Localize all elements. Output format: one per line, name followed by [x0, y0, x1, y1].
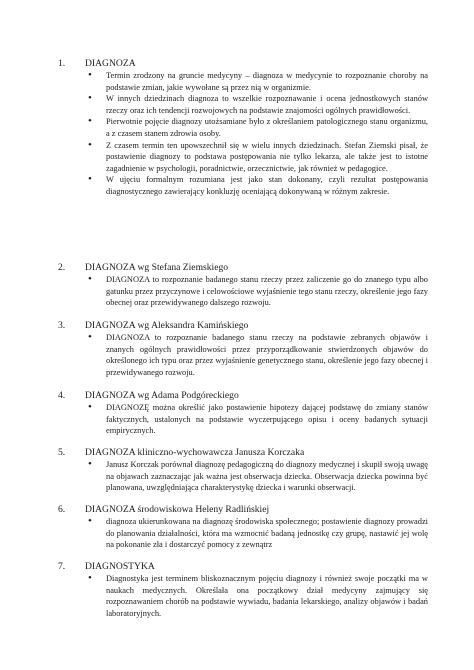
section-7	[58, 561, 428, 619]
bullet-item: • Z czasem termin ten upowszechnił się w wielu innych dziedzinach. Stefan Ziemski pisał, że postawienie diagnozy to podstawa postępowania nie tylko lekarza, ale także jest to istotne zagadnienie w psychologii, poradnictwie, orzecznictwie, jak również w pedagogice.	[85, 140, 428, 175]
bullet-list	[58, 70, 428, 198]
section-title: DIAGNOZA wg Adama Podgóreckiego	[85, 390, 239, 401]
section-heading	[58, 504, 428, 516]
bullet-list	[58, 459, 428, 494]
bullet-item: • W ujęciu formalnym rozumiana jest jako stan dokonany, czyli rezultat postępowania diagnostycznego zawierający konkluzję oceniającą dokonywaną w różnym zakresie.	[85, 174, 428, 197]
bullet-item: • W innych dziedzinach diagnoza to wszelkie rozpoznawanie i ocena jednostkowych stanów rzeczy oraz ich tendencji rozwojowych na podstawie znajomości ogólnych prawidłowości.	[85, 93, 428, 116]
section-heading	[58, 390, 428, 402]
bullet-list	[58, 402, 428, 437]
section-title: DIAGNOZA środowiskowa Heleny Radlińskiej	[85, 504, 270, 515]
bullet-item: • DIAGNOZA to rozpoznanie badanego stanu rzeczy przez zaliczenie go do znanego typu albo gatunku przez przyczynowe i celowościowe wyjaśnienie tego stanu rzeczy, określenie jego fazy obecnej oraz przewidywanego dalszego rozwoju.	[85, 274, 428, 309]
section-number: 3.	[58, 320, 66, 331]
bullet-list	[58, 573, 428, 619]
section-number: 7.	[58, 561, 66, 572]
bullet-item: • DIAGNOZĘ można określić jako postawienie hipotezy dającej podstawę do zmiany stanów faktycznych, ustalonych na podstawie wyczerpującego opisu i oceny badanych sytuacji empirycznych.	[85, 402, 428, 437]
section-5	[58, 447, 428, 494]
section-title: DIAGNOZA wg Stefana Ziemskiego	[85, 262, 229, 273]
section-number: 6.	[58, 504, 66, 515]
section-2	[58, 262, 428, 309]
section-heading	[58, 58, 428, 70]
section-title: DIAGNOSTYKA	[85, 561, 155, 572]
bullet-item: • Diagnostyka jest terminem bliskoznacznym pojęciu diagnozy i również swoje początki ma w naukach medycznych. Określała ona początkowy dział medycyny zajmujący się rozpoznawaniem chorób na podstawie wywiadu, badania lekarskiego, analizy objawów i badań laboratoryjnych.	[85, 573, 428, 619]
bullet-item: • Termin zrodzony na gruncie medycyny – diagnoza w medycynie to rozpoznanie choroby na podstawie zmian, jakie wywołane są przez nią w organizmie.	[85, 70, 428, 93]
section-heading	[58, 262, 428, 274]
bullet-item: • diagnoza ukierunkowana na diagnozę środowiska społecznego; postawienie diagnozy prowadzi do planowania działalności, która ma wzmocnić badaną jednostkę czy grupę, nastawić jej wolę na pokonanie zła i dostarczyć pomocy z zewnątrz	[85, 516, 428, 551]
section-heading	[58, 320, 428, 332]
section-4	[58, 390, 428, 437]
bullet-list	[58, 516, 428, 551]
bullet-list	[58, 332, 428, 378]
section-heading	[58, 561, 428, 573]
bullet-item: • Janusz Korczak porównał diagnozę pedagogiczną do diagnozy medycznej i skupił swoją uwagę na objawach zaznaczając jak ważna jest obserwacja dziecka. Obserwacja dziecka powinna być planowana, uwzględniająca charakterystykę dziecka i warunki obserwacji.	[85, 459, 428, 494]
section-title: DIAGNOZA	[85, 58, 136, 69]
section-number: 5.	[58, 447, 66, 458]
section-number: 1.	[58, 58, 66, 69]
bullet-list	[58, 274, 428, 309]
section-6	[58, 504, 428, 551]
bullet-item: • DIAGNOZA to rozpoznanie badanego stanu rzeczy na podstawie zebranych objawów i znanych ogólnych prawidłowości przez przyporządkowanie stwierdzonych objawów do określonego ich typu oraz przez wyjaśnienie genetycznego stanu, określenie jego fazy obecnej i przewidywanego rozwoju.	[85, 332, 428, 378]
section-number: 2.	[58, 262, 66, 273]
section-heading	[58, 447, 428, 459]
bullet-item: • Pierwotnie pojęcie diagnozy utożsamiane było z określaniem patologicznego stanu organizmu, a z czasem stanem zdrowia osoby.	[85, 116, 428, 139]
section-title: DIAGNOZA kliniczno-wychowawcza Janusza Korczaka	[85, 447, 305, 458]
section-number: 4.	[58, 390, 66, 401]
section-3	[58, 320, 428, 378]
section-1	[58, 58, 428, 198]
section-title: DIAGNOZA wg Aleksandra Kamińskiego	[85, 320, 249, 331]
